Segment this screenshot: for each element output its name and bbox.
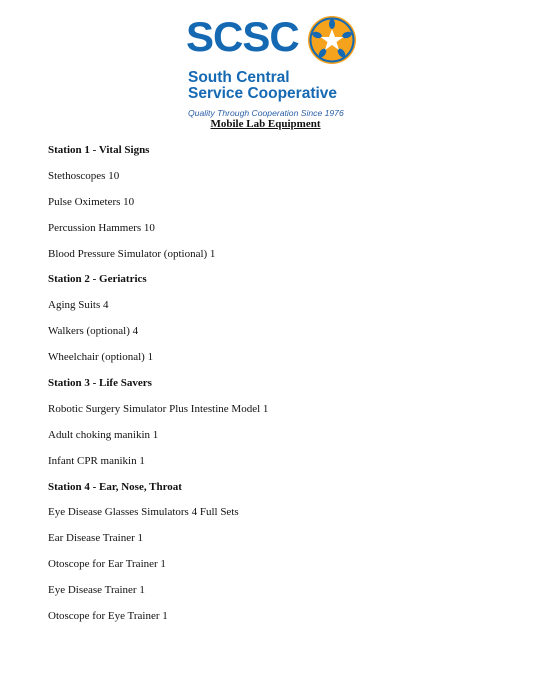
document-title: Mobile Lab Equipment: [210, 118, 321, 130]
equipment-item: Adult choking manikin 1: [48, 428, 159, 441]
station-heading: Station 2 - Geriatrics: [48, 273, 147, 286]
station-heading: Station 3 - Life Savers: [48, 377, 152, 390]
station-heading: Station 4 - Ear, Nose, Throat: [48, 480, 182, 493]
equipment-item: Robotic Surgery Simulator Plus Intestine Model 1: [48, 402, 269, 415]
equipment-item: Pulse Oximeters 10: [48, 195, 135, 208]
scsc-logo: [186, 13, 361, 118]
equipment-item: Wheelchair (optional) 1: [48, 351, 154, 364]
equipment-item: Otoscope for Eye Trainer 1: [48, 610, 168, 623]
equipment-item: Aging Suits 4: [48, 299, 109, 312]
equipment-item: Stethoscopes 10: [48, 169, 120, 182]
equipment-item: Eye Disease Glasses Simulators 4 Full Sets: [48, 506, 239, 519]
equipment-item: Eye Disease Trainer 1: [48, 584, 145, 597]
equipment-item: Walkers (optional) 4: [48, 325, 139, 338]
logo-letters: SCSC: [186, 13, 299, 60]
equipment-item: Infant CPR manikin 1: [48, 454, 145, 467]
equipment-item: Ear Disease Trainer 1: [48, 532, 144, 545]
equipment-item: Otoscope for Ear Trainer 1: [48, 558, 166, 571]
equipment-item: Percussion Hammers 10: [48, 221, 155, 234]
equipment-item: Blood Pressure Simulator (optional) 1: [48, 247, 216, 260]
logo-name-line2: Service Cooperative: [188, 85, 338, 102]
station-heading: Station 1 - Vital Signs: [48, 144, 150, 156]
logo-name-line1: South Central: [188, 69, 290, 86]
logo-emblem-icon: [306, 14, 358, 66]
equipment-list: [48, 142, 518, 634]
logo-tagline: Quality Through Cooperation Since 1976: [188, 108, 344, 118]
